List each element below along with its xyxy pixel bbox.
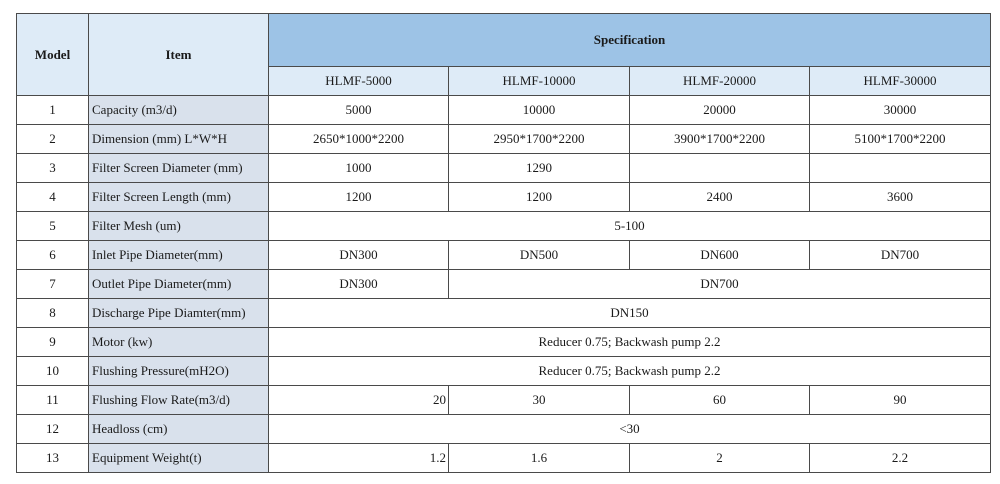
row-number: 13: [17, 444, 89, 473]
cell-value: 2: [630, 444, 810, 473]
row-item: Motor (kw): [89, 328, 269, 357]
cell-empty: [630, 154, 810, 183]
row-item: Dimension (mm) L*W*H: [89, 125, 269, 154]
cell-value: 2400: [630, 183, 810, 212]
cell-value: 5000: [269, 96, 449, 125]
cell-value: 1200: [449, 183, 630, 212]
row-number: 5: [17, 212, 89, 241]
cell-value: 1200: [269, 183, 449, 212]
cell-value-merged: <30: [269, 415, 991, 444]
cell-value: 10000: [449, 96, 630, 125]
item-header: Item: [89, 14, 269, 96]
row-number: 9: [17, 328, 89, 357]
row-item: Filter Screen Length (mm): [89, 183, 269, 212]
table-row: [17, 415, 991, 444]
header-row: [17, 14, 991, 67]
row-item: Headloss (cm): [89, 415, 269, 444]
model-name: HLMF-5000: [269, 67, 449, 96]
row-number: 6: [17, 241, 89, 270]
row-item: Inlet Pipe Diameter(mm): [89, 241, 269, 270]
table-row: [17, 357, 991, 386]
cell-value: 2950*1700*2200: [449, 125, 630, 154]
row-number: 1: [17, 96, 89, 125]
row-item: Flushing Flow Rate(m3/d): [89, 386, 269, 415]
row-number: 10: [17, 357, 89, 386]
row-number: 2: [17, 125, 89, 154]
cell-empty: [810, 154, 991, 183]
row-number: 12: [17, 415, 89, 444]
cell-value: 90: [810, 386, 991, 415]
table-row: [17, 386, 991, 415]
cell-value: 20000: [630, 96, 810, 125]
cell-value: 1290: [449, 154, 630, 183]
row-item: Flushing Pressure(mH2O): [89, 357, 269, 386]
cell-value: 1.6: [449, 444, 630, 473]
table-row: [17, 241, 991, 270]
cell-value-merged: Reducer 0.75; Backwash pump 2.2: [269, 357, 991, 386]
table-row: [17, 183, 991, 212]
row-item: Filter Mesh (um): [89, 212, 269, 241]
table-row: [17, 328, 991, 357]
specification-table: [16, 13, 991, 473]
cell-value: DN300: [269, 270, 449, 299]
cell-value: 60: [630, 386, 810, 415]
table-row: [17, 96, 991, 125]
row-item: Capacity (m3/d): [89, 96, 269, 125]
row-number: 4: [17, 183, 89, 212]
cell-value: 2650*1000*2200: [269, 125, 449, 154]
cell-value: 3600: [810, 183, 991, 212]
table-row: [17, 154, 991, 183]
cell-value: 30: [449, 386, 630, 415]
row-number: 8: [17, 299, 89, 328]
model-header: Model: [17, 14, 89, 96]
table-row: [17, 299, 991, 328]
cell-value: 5100*1700*2200: [810, 125, 991, 154]
row-item: Filter Screen Diameter (mm): [89, 154, 269, 183]
cell-value-merged: Reducer 0.75; Backwash pump 2.2: [269, 328, 991, 357]
table-row: [17, 444, 991, 473]
cell-value: 2.2: [810, 444, 991, 473]
cell-value: 20: [269, 386, 449, 415]
row-number: 11: [17, 386, 89, 415]
row-number: 3: [17, 154, 89, 183]
cell-value: 3900*1700*2200: [630, 125, 810, 154]
cell-value: DN500: [449, 241, 630, 270]
cell-value: DN600: [630, 241, 810, 270]
cell-value: DN700: [810, 241, 991, 270]
model-name: HLMF-20000: [630, 67, 810, 96]
cell-value: DN300: [269, 241, 449, 270]
table-row: [17, 125, 991, 154]
cell-value-merged: 5-100: [269, 212, 991, 241]
row-number: 7: [17, 270, 89, 299]
cell-value: 30000: [810, 96, 991, 125]
cell-value: 1000: [269, 154, 449, 183]
row-item: Discharge Pipe Diamter(mm): [89, 299, 269, 328]
row-item: Outlet Pipe Diameter(mm): [89, 270, 269, 299]
row-item: Equipment Weight(t): [89, 444, 269, 473]
model-name: HLMF-10000: [449, 67, 630, 96]
table-row: [17, 212, 991, 241]
cell-value-merged: DN700: [449, 270, 991, 299]
specification-header: Specification: [269, 14, 991, 67]
cell-value: 1.2: [269, 444, 449, 473]
table-row: [17, 270, 991, 299]
model-name: HLMF-30000: [810, 67, 991, 96]
cell-value-merged: DN150: [269, 299, 991, 328]
